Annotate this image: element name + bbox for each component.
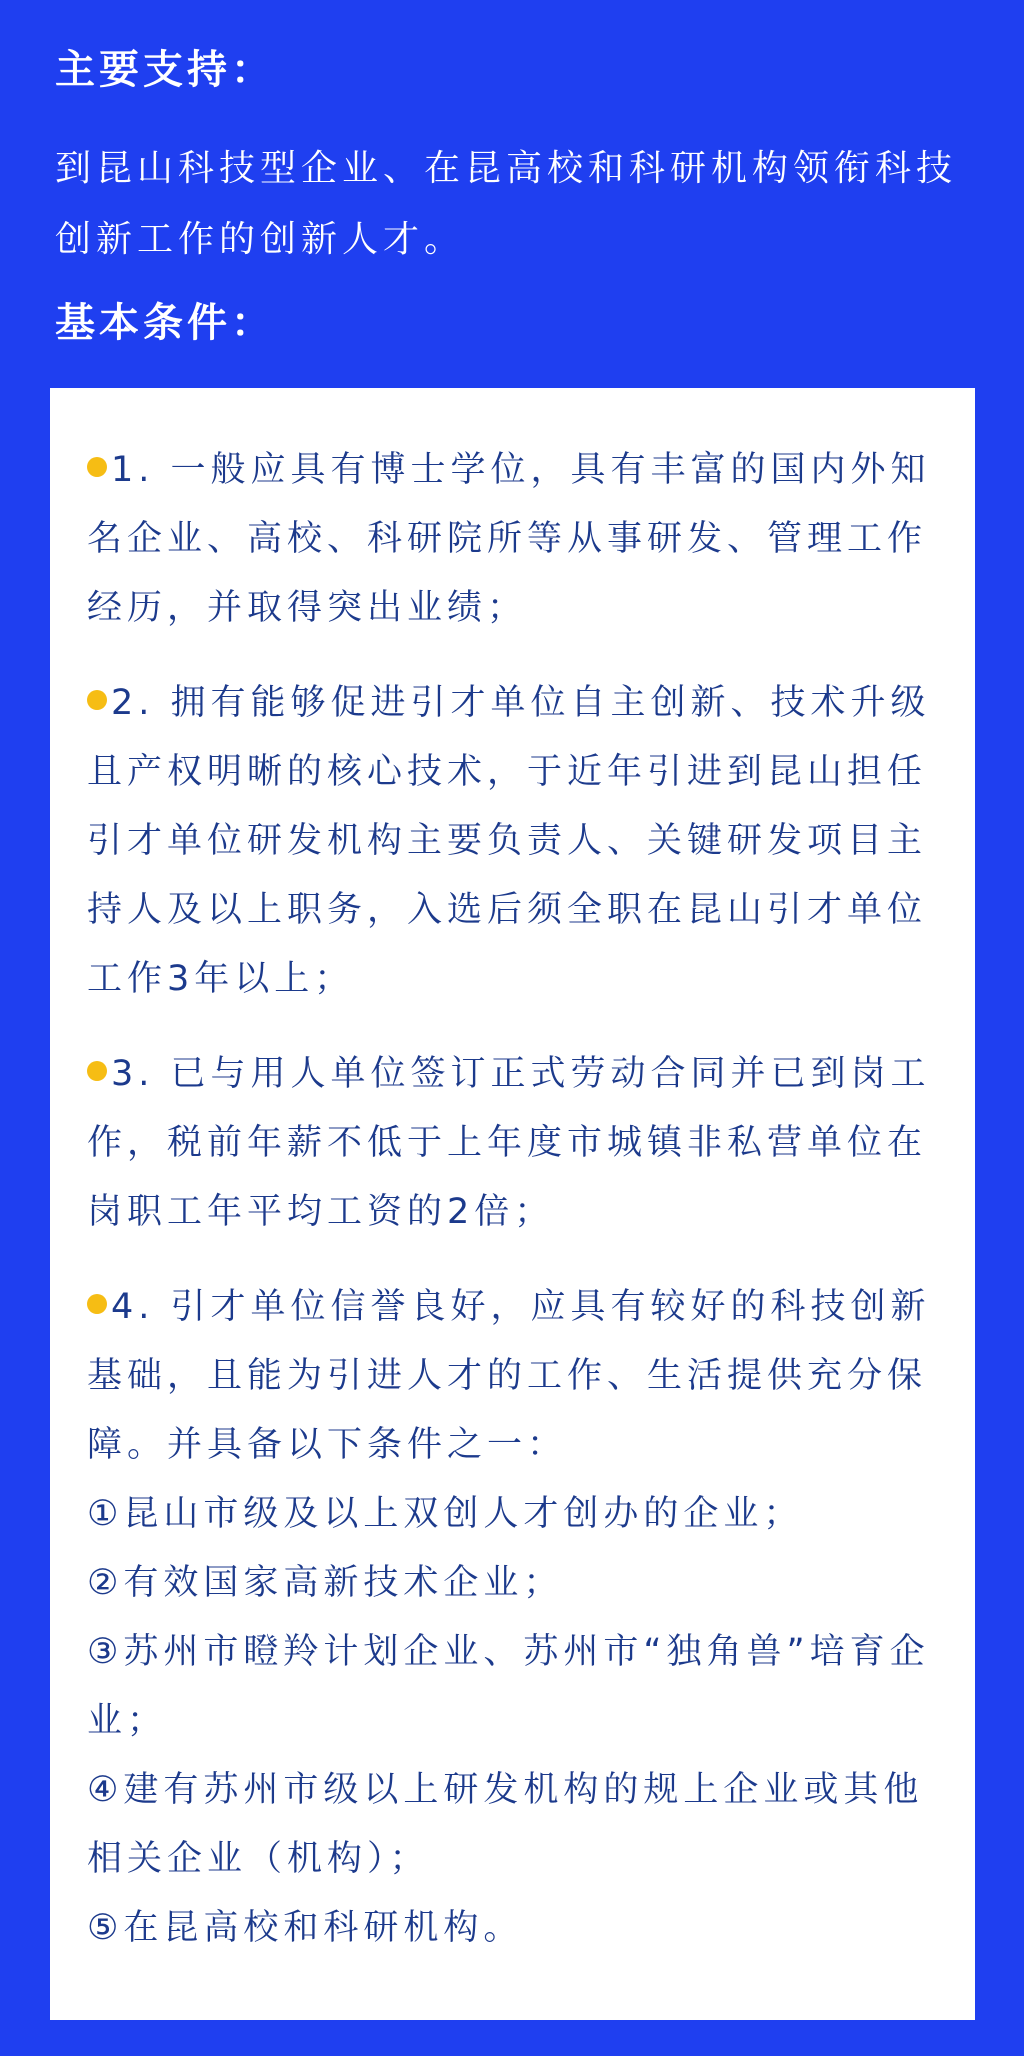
condition-item-1 xyxy=(87,436,947,643)
bullet-dot-icon xyxy=(87,457,107,477)
bullet-dot-icon xyxy=(87,1294,107,1314)
condition-text: 2. 拥有能够促进引才单位自主创新、技术升级且产权明晰的核心技术，于近年引进到昆山担任引才单位研发机构主要负责人、关键研发项目主持人及以上职务，入选后须全职在昆山引才单位工作3年以上； xyxy=(87,683,931,999)
condition-item-3 xyxy=(87,1040,947,1247)
condition-item-4 xyxy=(87,1273,947,1963)
option-item-5: ⑤在昆高校和科研机构。 xyxy=(87,1908,524,1948)
conditions-card xyxy=(50,388,975,2020)
condition-text: 3. 已与用人单位签订正式劳动合同并已到岗工作，税前年薪不低于上年度市城镇非私营单位在岗职工年平均工资的2倍； xyxy=(87,1054,931,1232)
bullet-dot-icon xyxy=(87,1061,107,1081)
option-item-1: ①昆山市级及以上双创人才创办的企业； xyxy=(87,1494,804,1534)
bullet-dot-icon xyxy=(87,690,107,710)
option-item-3: ③苏州市瞪羚计划企业、苏州市“独角兽”培育企业； xyxy=(87,1632,930,1741)
conditions-heading: 基本条件： xyxy=(55,300,275,346)
condition-text: 1. 一般应具有博士学位，具有丰富的国内外知名企业、高校、科研院所等从事研发、管理工作经历，并取得突出业绩； xyxy=(87,450,931,628)
support-text: 到昆山科技型企业、在昆高校和科研机构领衔科技创新工作的创新人才。 xyxy=(55,148,958,260)
option-item-4: ④建有苏州市级以上研发机构的规上企业或其他相关企业（机构）； xyxy=(87,1770,924,1879)
condition-text: 4. 引才单位信誉良好，应具有较好的科技创新基础，且能为引进人才的工作、生活提供充分保障。并具备以下条件之一： xyxy=(87,1287,931,1465)
condition-item-2 xyxy=(87,669,947,1014)
support-heading: 主要支持： xyxy=(55,47,275,93)
condition-paragraph xyxy=(87,1273,947,1480)
conditions-list xyxy=(87,436,947,1963)
option-item-2: ②有效国家高新技术企业； xyxy=(87,1563,564,1603)
